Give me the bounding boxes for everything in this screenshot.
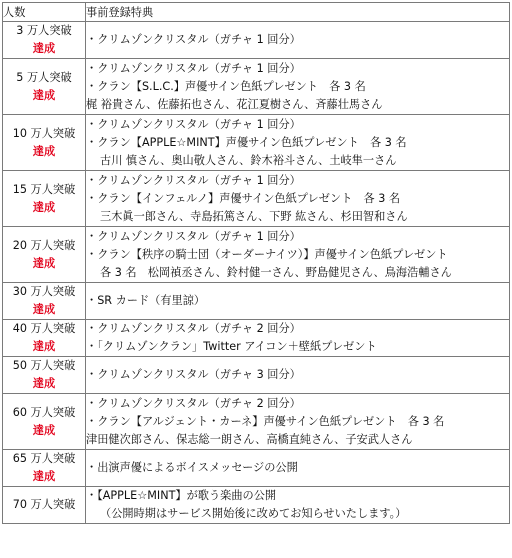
reward-line: ・クリムゾンクリスタル（ガチャ 3 回分） <box>86 368 301 381</box>
tier-cell <box>3 450 86 487</box>
tier-label: 40 万人突破 <box>12 322 76 335</box>
rewards-table <box>2 2 510 524</box>
reward-line: ・クリムゾンクリスタル（ガチャ 1 回分） <box>86 117 301 131</box>
rewards-cell <box>86 357 510 394</box>
rewards-cell <box>86 227 510 283</box>
tier-label: 5 万人突破 <box>16 70 72 84</box>
table-row <box>3 283 510 320</box>
rewards-cell <box>86 283 510 320</box>
achieved-badge: 達成 <box>32 423 56 437</box>
achieved-badge: 達成 <box>32 256 56 270</box>
tier-label: 10 万人突破 <box>12 126 76 140</box>
table-row <box>3 22 510 59</box>
rewards-cell <box>86 320 510 357</box>
table-row <box>3 394 510 450</box>
tier-label: 3 万人突破 <box>16 24 72 37</box>
reward-line: ・クラン【アルジェント・カーネ】声優サイン色紙プレゼント 各 3 名 <box>86 414 445 428</box>
table-row <box>3 320 510 357</box>
reward-line: ・クラン【秩序の騎士団（オーダーナイツ）】声優サイン色紙プレゼント <box>86 247 448 261</box>
header-tier: 人数 <box>3 3 86 22</box>
reward-line: ・「クリムゾンクラン」Twitter アイコン＋壁紙プレゼント <box>86 340 377 353</box>
tier-cell <box>3 357 86 394</box>
reward-line: （公開時期はサービス開始後に改めてお知らせいたします。） <box>100 507 407 520</box>
tier-cell <box>3 487 86 524</box>
achieved-badge: 達成 <box>32 470 56 483</box>
rewards-cell <box>86 487 510 524</box>
reward-line: ・クリムゾンクリスタル（ガチャ 1 回分） <box>86 173 301 187</box>
rewards-cell <box>86 394 510 450</box>
reward-line: 各 3 名 松岡禎丞さん、鈴村健一さん、野島健児さん、鳥海浩輔さん <box>100 265 452 279</box>
reward-line: ・クラン【インフェルノ】声優サイン色紙プレゼント 各 3 名 <box>86 191 401 205</box>
reward-line: ・クリムゾンクリスタル（ガチャ 2 回分） <box>86 396 301 410</box>
rewards-cell <box>86 59 510 115</box>
achieved-badge: 達成 <box>32 340 56 353</box>
table-row <box>3 171 510 227</box>
table-row <box>3 357 510 394</box>
reward-line: ・出演声優によるボイスメッセージの公開 <box>86 461 298 474</box>
tier-label: 65 万人突破 <box>12 452 76 465</box>
achieved-badge: 達成 <box>32 88 56 102</box>
reward-line: ・クラン【APPLE☆MINT】声優サイン色紙プレゼント 各 3 名 <box>86 135 407 149</box>
reward-line: ・クラン【S.L.C.】声優サイン色紙プレゼント 各 3 名 <box>86 79 366 93</box>
rewards-cell <box>86 171 510 227</box>
reward-line: ・クリムゾンクリスタル（ガチャ 2 回分） <box>86 322 301 335</box>
reward-line: 津田健次郎さん、保志総一朗さん、高橋直純さん、子安武人さん <box>86 432 413 446</box>
achieved-badge: 達成 <box>32 144 56 158</box>
reward-line: ・クリムゾンクリスタル（ガチャ 1 回分） <box>86 33 301 46</box>
tier-label: 20 万人突破 <box>12 238 76 252</box>
tier-cell <box>3 115 86 171</box>
tier-label: 50 万人突破 <box>12 359 76 372</box>
tier-cell <box>3 59 86 115</box>
table-row <box>3 59 510 115</box>
achieved-badge: 達成 <box>32 42 56 55</box>
reward-line: ・クリムゾンクリスタル（ガチャ 1 回分） <box>86 229 301 243</box>
tier-cell <box>3 22 86 59</box>
tier-label: 70 万人突破 <box>12 498 76 511</box>
tier-label: 30 万人突破 <box>12 285 76 298</box>
achieved-badge: 達成 <box>32 303 56 316</box>
achieved-badge: 達成 <box>32 200 56 214</box>
tier-cell <box>3 394 86 450</box>
table-row <box>3 115 510 171</box>
reward-line: 三木眞一郎さん、寺島拓篤さん、下野 紘さん、杉田智和さん <box>100 209 408 223</box>
table-row <box>3 450 510 487</box>
reward-line: 梶 裕貴さん、佐藤拓也さん、花江夏樹さん、斉藤壮馬さん <box>86 97 383 111</box>
tier-label: 15 万人突破 <box>12 182 76 196</box>
reward-line: ・【APPLE☆MINT】が歌う楽曲の公開 <box>86 489 277 502</box>
table-row <box>3 487 510 524</box>
reward-line: ・SR カード（有里諒） <box>86 294 206 307</box>
table-row <box>3 227 510 283</box>
header-row <box>3 3 510 22</box>
tier-cell <box>3 171 86 227</box>
achieved-badge: 達成 <box>32 377 56 390</box>
tier-cell <box>3 320 86 357</box>
tier-cell <box>3 283 86 320</box>
rewards-cell <box>86 22 510 59</box>
tier-cell <box>3 227 86 283</box>
rewards-cell <box>86 450 510 487</box>
tier-label: 60 万人突破 <box>12 405 76 419</box>
rewards-cell <box>86 115 510 171</box>
reward-line: ・クリムゾンクリスタル（ガチャ 1 回分） <box>86 61 301 75</box>
header-rewards: 事前登録特典 <box>86 3 510 22</box>
reward-line: 古川 慎さん、奥山敬人さん、鈴木裕斗さん、土岐隼一さん <box>100 153 397 167</box>
